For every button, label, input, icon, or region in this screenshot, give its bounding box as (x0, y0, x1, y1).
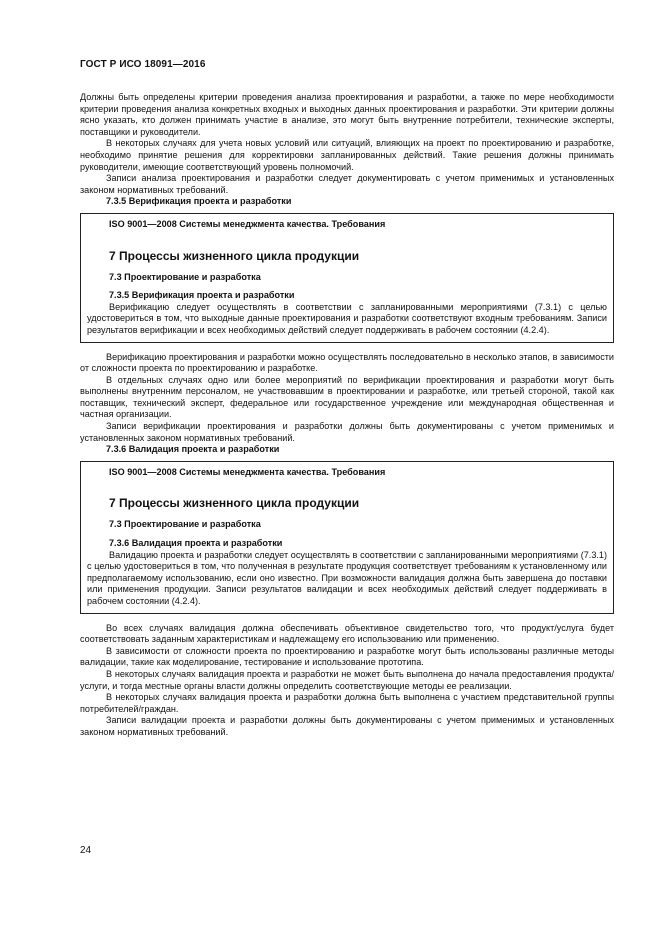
quote-box-verification (80, 213, 614, 343)
paragraph: В отдельных случаях одно или более мероприятий по верификации проектирования и разработки могут быть выполнены внутренним персоналом, не участвовавшим в проектировании и разработке, или третьей стороной, такой как поставщик, технический эксперт, федеральное или государственное учреждение или международная общественная и частная организации. (80, 374, 614, 420)
box-text: Валидацию проекта и разработки следует осуществлять в соответствии с запланированными мероприятиями (7.3.1) с целью удостовериться в том, что полученная в результате продукция соответствует требованиям к установленному или предполагаемому использованию, если оно известно. При возможности валидация должна быть завершена до поставки или применения продукции. Записи результатов валидации и всех необходимых действий следует поддерживать в рабочем состоянии (4.2.4). (87, 549, 607, 606)
paragraph: Записи валидации проекта и разработки должны быть документированы с учетом применимых и установленных законом нормативных требований. (80, 715, 614, 737)
chapter-heading: 7 Процессы жизненного цикла продукции (109, 496, 360, 511)
paragraph: В некоторых случаях для учета новых условий или ситуаций, влияющих на проект по проектированию и разработке, необходимо принятие решения для корректировки запланированных действий. Такие решения должны принимать руководители, имеющие соответствующий уровень полномочий. (80, 138, 614, 172)
subsection-heading: 7.3.6 Валидация проекта и разработки (109, 538, 283, 549)
page-content (80, 92, 614, 739)
paragraph: Записи анализа проектирования и разработки следует документировать с учетом применимых и установленных законом нормативных требований. (80, 173, 614, 195)
box-text: Верификацию следует осуществлять в соответствии с запланированными мероприятиями (7.3.1) с целью удостовериться в том, что выходные данные проектирования и разработки соответствуют входным требованиям. Записи результатов верификации и всех необходимых действий следует поддерживать в рабочем состоянии (4.2.4). (87, 301, 607, 335)
section-heading-7-3-6: 7.3.6 Валидация проекта и разработки (106, 444, 280, 455)
subsection-heading: 7.3.5 Верификация проекта и разработки (109, 290, 295, 301)
paragraph: В зависимости от сложности проекта по проектированию и разработке могут быть использованы различные методы валидации, такие как моделирование, тестирование и использование прототипа. (80, 645, 614, 668)
document-header: ГОСТ Р ИСО 18091—2016 (80, 59, 206, 70)
quote-box-validation (80, 461, 614, 614)
section-heading-7-3-5: 7.3.5 Верификация проекта и разработки (106, 196, 292, 207)
paragraph: Должны быть определены критерии проведения анализа проектирования и разработки, а также по мере необходимости критерии проведения анализа конкретных входных и выходных данных проектирования и разработки. Эти критерии должны ясно указать, кто должен принимать участие в анализе, это могут быть внутренние потребители, технические эксперты, поставщики и руководители. (80, 92, 614, 137)
standard-title: ISO 9001—2008 Системы менеджмента качества. Требования (109, 218, 386, 229)
chapter-heading: 7 Процессы жизненного цикла продукции (109, 248, 360, 263)
paragraph: В некоторых случаях валидация проекта и разработки должна быть выполнена с участием представительной группы потребителей/граждан. (80, 692, 614, 714)
paragraph: Во всех случаях валидация должна обеспечивать объективное свидетельство того, что продукт/услуга будет соответствовать заданным характеристикам и надлежащему его использованию или применению. (80, 622, 614, 645)
page-number: 24 (80, 845, 92, 856)
standard-title: ISO 9001—2008 Системы менеджмента качества. Требования (109, 466, 386, 477)
paragraph: Верификацию проектирования и разработки можно осуществлять последовательно в несколько этапов, в зависимости от сложности проекта по проектированию и разработке. (80, 351, 614, 374)
section-heading: 7.3 Проектирование и разработка (109, 519, 261, 530)
paragraph: Записи верификации проектирования и разработки должны быть документированы с учетом применимых и установленных законом нормативных требований. (80, 421, 614, 443)
section-heading: 7.3 Проектирование и разработка (109, 271, 261, 282)
paragraph: В некоторых случаях валидация проекта и разработки не может быть выполнена до начала предоставления продукта/услуги, и тогда местные органы власти должны определить соответствующие методы ее реализации. (80, 668, 614, 691)
